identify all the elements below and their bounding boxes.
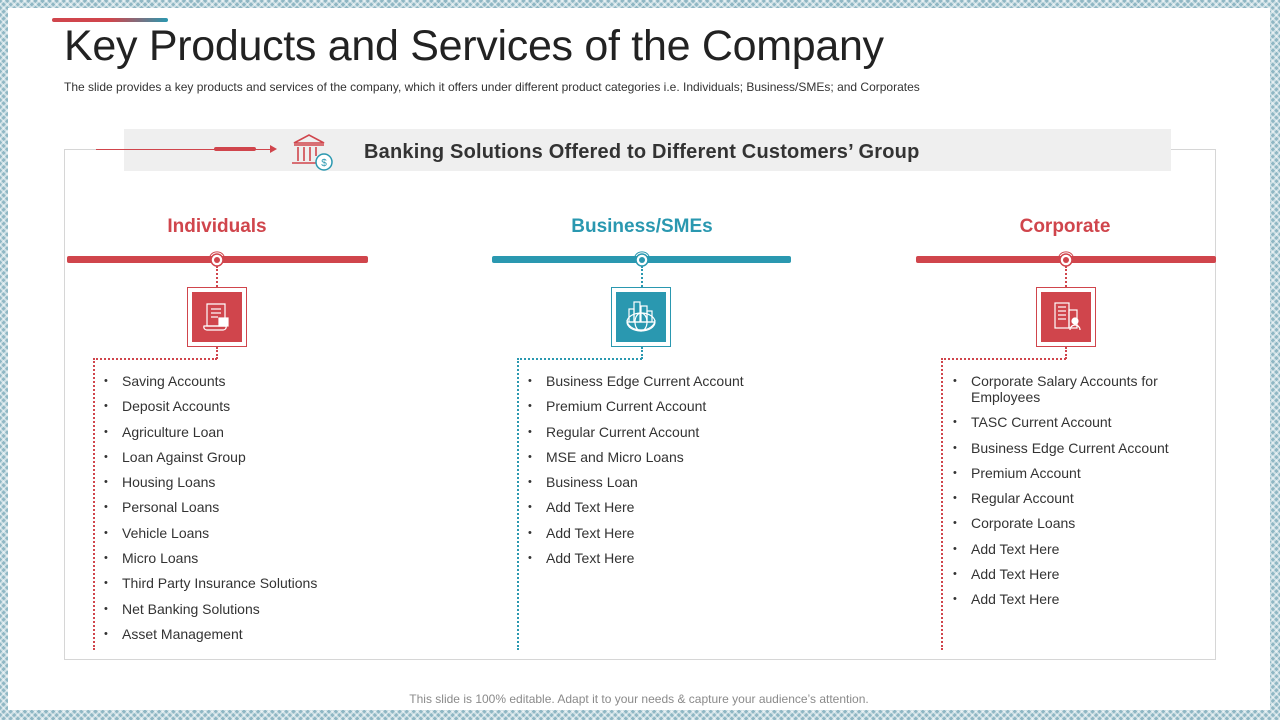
- list-item: • Vehicle Loans: [104, 525, 404, 541]
- list-item: • Corporate Loans: [953, 515, 1193, 531]
- column-title-business: Business/SMEs: [571, 216, 713, 237]
- list-item: • Premium Account: [953, 465, 1193, 481]
- list-individuals: [104, 373, 404, 651]
- list-corporate: [953, 373, 1193, 617]
- footer-note: This slide is 100% editable. Adapt it to your needs & capture your audience’s attention.: [409, 692, 869, 706]
- list-item: • Add Text Here: [528, 525, 828, 541]
- list-item: • Add Text Here: [953, 591, 1193, 607]
- list-item: • Deposit Accounts: [104, 398, 404, 414]
- column-title-corporate: Corporate: [1019, 216, 1111, 237]
- list-business: [528, 373, 828, 575]
- slide: [8, 8, 1270, 710]
- list-item: • Regular Account: [953, 490, 1193, 506]
- list-item: • Add Text Here: [953, 541, 1193, 557]
- list-item: • Business Loan: [528, 474, 828, 490]
- connector: [941, 358, 943, 650]
- svg-text:$: $: [321, 158, 327, 169]
- list-item: • Agriculture Loan: [104, 424, 404, 440]
- list-item: • Add Text Here: [528, 550, 828, 566]
- connector: [941, 358, 1066, 360]
- connector: [216, 266, 218, 287]
- list-item: • Housing Loans: [104, 474, 404, 490]
- connector: [641, 266, 643, 287]
- list-item: • Add Text Here: [953, 566, 1193, 582]
- page-subtitle: The slide provides a key products and services of the company, which it offers under different product categories i.e. Individuals; Business/SMEs; and Corporates: [64, 80, 920, 94]
- icon-box-individuals: [187, 287, 247, 347]
- list-item: • Third Party Insurance Solutions: [104, 575, 404, 591]
- connector: [517, 358, 642, 360]
- connector: [517, 358, 519, 650]
- list-item: • Net Banking Solutions: [104, 601, 404, 617]
- list-item: • Micro Loans: [104, 550, 404, 566]
- city-globe-icon: [616, 292, 666, 342]
- banner: [124, 129, 1171, 171]
- page-title: Key Products and Services of the Company: [64, 22, 884, 70]
- arrow-accent: [214, 147, 256, 151]
- list-item: • Personal Loans: [104, 499, 404, 515]
- list-item: • Asset Management: [104, 626, 404, 642]
- list-item: • Loan Against Group: [104, 449, 404, 465]
- list-item: • Add Text Here: [528, 499, 828, 515]
- list-item: • Corporate Salary Accounts for Employees: [953, 373, 1193, 405]
- list-item: • TASC Current Account: [953, 414, 1193, 430]
- list-item: • Premium Current Account: [528, 398, 828, 414]
- icon-box-corporate: [1036, 287, 1096, 347]
- arrow-head: [270, 145, 277, 153]
- icon-box-business: [611, 287, 671, 347]
- list-item: • Business Edge Current Account: [528, 373, 828, 389]
- list-item: • Business Edge Current Account: [953, 440, 1193, 456]
- list-item: • Regular Current Account: [528, 424, 828, 440]
- connector: [1065, 266, 1067, 287]
- office-building-icon: [1041, 292, 1091, 342]
- banner-title: Banking Solutions Offered to Different Customers’ Group: [364, 141, 920, 163]
- document-icon: [192, 292, 242, 342]
- bank-icon: [291, 132, 335, 172]
- list-item: • Saving Accounts: [104, 373, 404, 389]
- list-item: • MSE and Micro Loans: [528, 449, 828, 465]
- connector: [93, 358, 95, 650]
- connector: [93, 358, 217, 360]
- column-title-individuals: Individuals: [167, 216, 267, 237]
